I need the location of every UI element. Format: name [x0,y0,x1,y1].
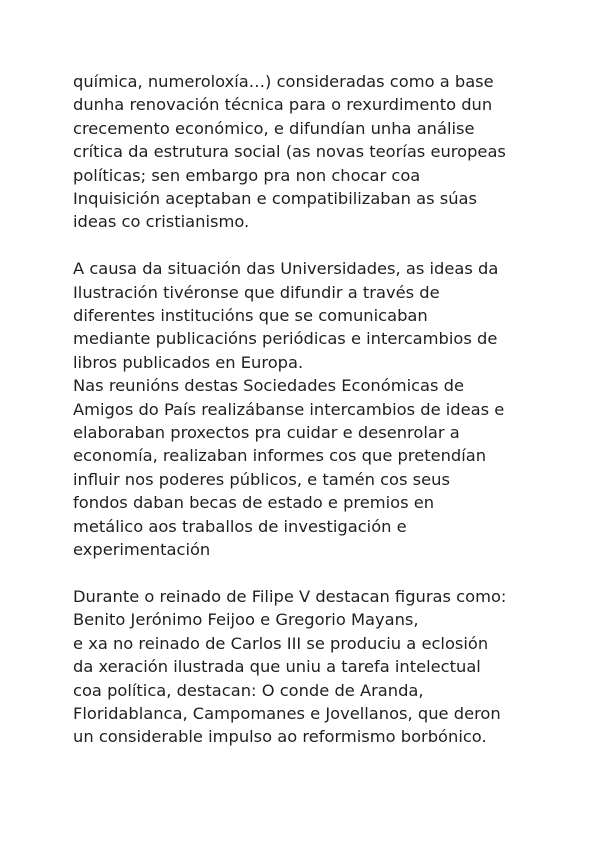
text-line: A causa da situación das Universidades, as ideas da [73,259,499,279]
text-line: Amigos do País realizábanse intercambios de ideas e [73,399,505,419]
text-line: Floridablanca, Campomanes e Jovellanos, que deron [73,703,501,723]
text-line: dunha renovación técnica para o rexurdimento dun [73,95,493,115]
text-line: elaboraban proxectos pra cuidar e desenrolar a [73,423,460,443]
paragraph-spacer [73,234,573,257]
paragraph-economic-societies [73,257,573,561]
text-line: da xeración ilustrada que uniu a tarefa intelectual [73,657,481,677]
body-text [73,70,573,749]
text-line: ideas co cristianismo. [73,212,250,232]
text-line: experimentación [73,540,211,560]
text-line: políticas; sen embargo pra non chocar coa [73,165,421,185]
text-line: Durante o reinado de Filipe V destacan figuras como: [73,586,507,606]
paragraph-notable-figures [73,585,573,749]
text-line: e xa no reinado de Carlos III se produciu a eclosión [73,633,489,653]
text-line: metálico aos traballos de investigación e [73,516,407,536]
text-line: crecemento económico, e difundían unha análise [73,118,475,138]
text-line: Nas reunións destas Sociedades Económicas de [73,376,465,396]
text-line: fondos daban becas de estado e premios en [73,493,435,513]
text-line: química, numeroloxía…) consideradas como a base [73,72,494,91]
paragraph-spacer [73,562,573,585]
text-line: un considerable impulso ao reformismo borbónico. [73,727,487,747]
text-line: libros publicados en Europa. [73,352,304,372]
text-line: Ilustración tivéronse que difundir a través de [73,282,440,302]
text-line: crítica da estrutura social (as novas teorías europeas [73,142,506,162]
text-line: Benito Jerónimo Feijoo e Gregorio Mayans, [73,610,419,630]
text-line: coa política, destacan: O conde de Aranda, [73,680,424,700]
text-line: Inquisición aceptaban e compatibilizaban as súas [73,189,477,209]
text-line: influir nos poderes públicos, e tamén cos seus [73,469,450,489]
text-line: mediante publicacións periódicas e intercambios de [73,329,498,349]
paragraph-enlightenment-ideas [73,70,573,234]
text-line: economía, realizaban informes cos que pretendían [73,446,487,466]
text-line: diferentes institucións que se comunicaban [73,306,428,326]
